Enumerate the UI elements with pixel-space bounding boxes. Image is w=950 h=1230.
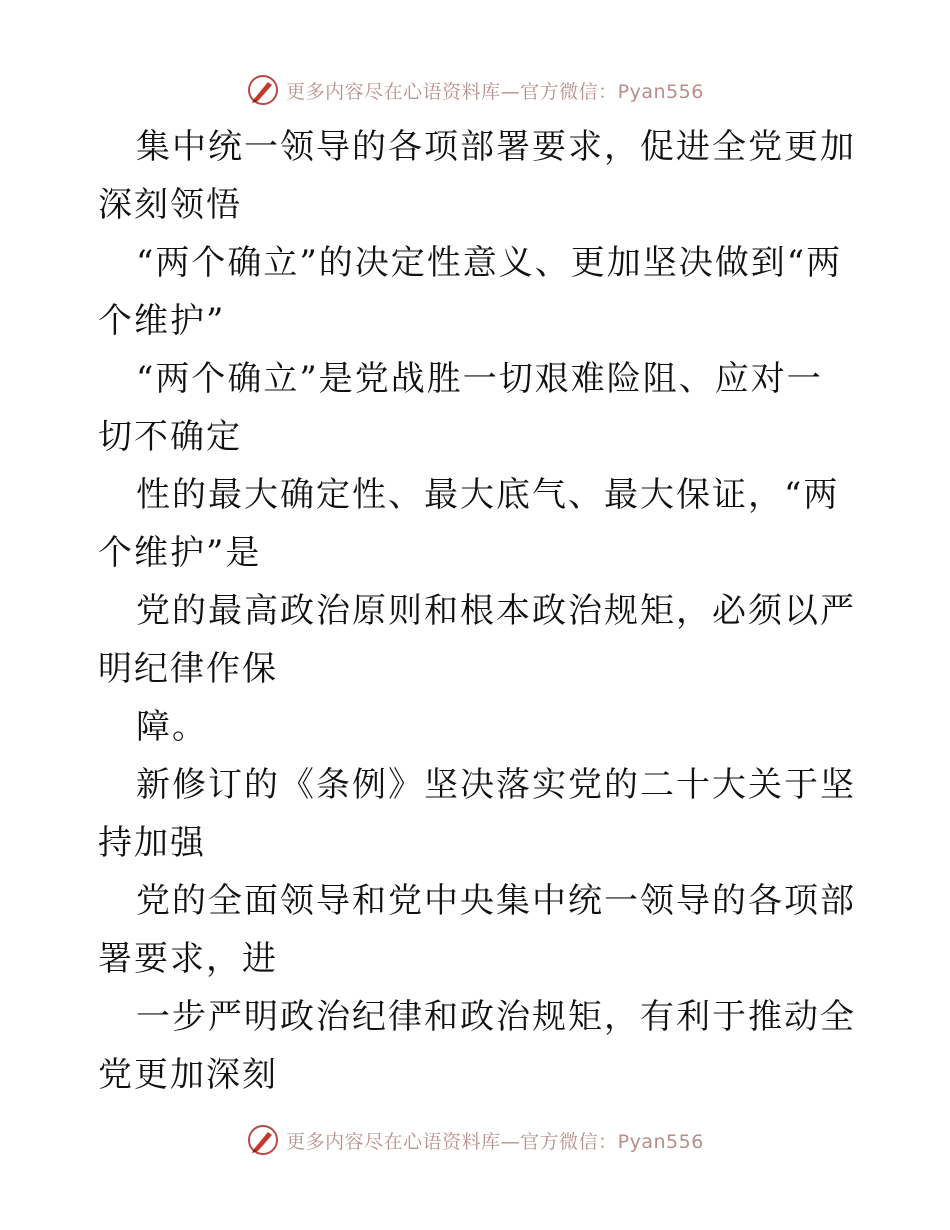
header-watermark-text: 更多内容尽在心语资料库—官方微信：Pyan556 [286,80,704,103]
paragraph-9: 一步严明政治纪律和政治规矩，有利于推动全党更加深刻 [98,997,856,1095]
paragraph-5: 党的最高政治原则和根本政治规矩，必须以严明纪律作保 [98,591,856,689]
paragraph-8: 党的全面领导和党中央集中统一领导的各项部署要求，进 [98,881,856,979]
header-watermark [0,70,950,110]
footer-watermark [0,1120,950,1160]
paragraph-2: “两个确立”的决定性意义、更加坚决做到“两个维护” [98,243,843,341]
pen-circle-icon [246,73,280,107]
pen-circle-icon [246,1123,280,1157]
paragraph-6: 障。 [136,707,208,747]
document-body [98,118,858,1104]
paragraph-1: 集中统一领导的各项部署要求，促进全党更加深刻领悟 [98,127,856,225]
paragraph-7: 新修订的《条例》坚决落实党的二十大关于坚持加强 [98,765,856,863]
paragraph-3: “两个确立”是党战胜一切艰难险阻、应对一切不确定 [98,359,823,457]
paragraph-4: 性的最大确定性、最大底气、最大保证，“两个维护”是 [98,475,840,573]
footer-watermark-text: 更多内容尽在心语资料库—官方微信：Pyan556 [286,1130,704,1153]
